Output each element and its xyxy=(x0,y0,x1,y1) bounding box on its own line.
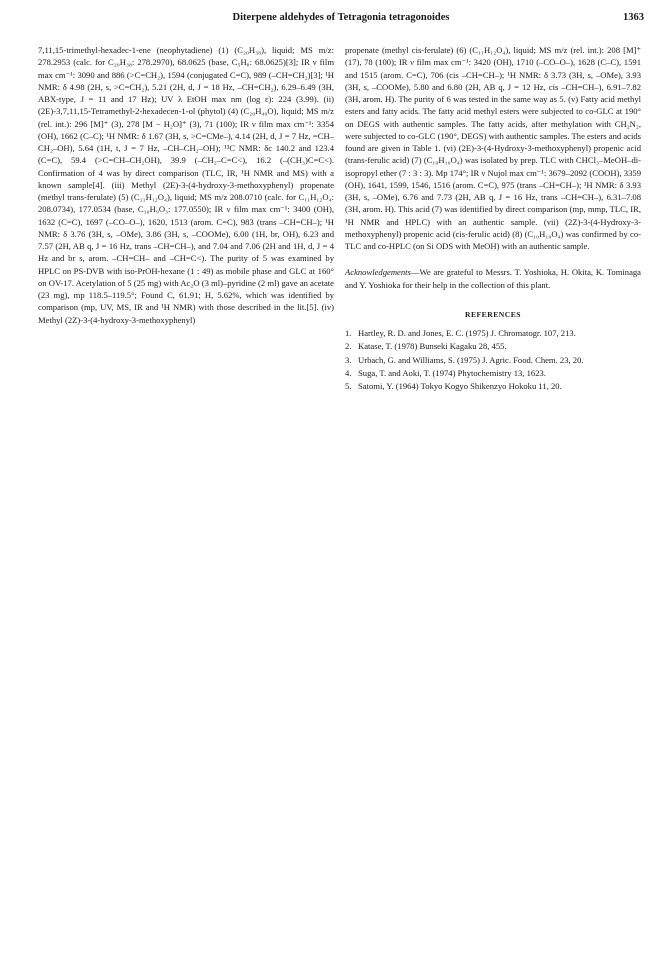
reference-number: 3. xyxy=(345,354,352,365)
acknowledgements-text: —We are grateful to Messrs. T. Yoshioka, H. Okita, K. Tominaga and Y. Yoshioka for their help in the collection of this plant. xyxy=(345,267,641,290)
running-title: Diterpene aldehydes of Tetragonia tetragonoides xyxy=(232,12,450,23)
reference-item xyxy=(345,340,641,352)
page-number: 1363 xyxy=(623,12,644,23)
reference-number: 2. xyxy=(345,341,352,352)
reference-item xyxy=(345,327,641,339)
reference-text: Hartley, R. D. and Jones, E. C. (1975) J. Chromatogr. 107, 213. xyxy=(358,328,576,338)
reference-text: Satomi, Y. (1964) Tokyo Kogyo Shikenzyo Hokoku 11, 20. xyxy=(358,381,562,391)
reference-item xyxy=(345,367,641,379)
reference-list xyxy=(345,327,641,392)
reference-item xyxy=(345,380,641,392)
acknowledgements-label: Acknowledgements xyxy=(345,267,411,278)
reference-text: Suga, T. and Aoki, T. (1974) Phytochemistry 13, 1623. xyxy=(358,367,546,378)
right-column xyxy=(345,44,641,393)
reference-item xyxy=(345,354,641,366)
acknowledgements xyxy=(345,266,641,291)
reference-number: 4. xyxy=(345,367,352,378)
running-header xyxy=(38,12,644,28)
references-heading: REFERENCES xyxy=(464,309,522,319)
reference-text: Katase, T. (1978) Bunseki Kagaku 28, 455. xyxy=(358,341,507,352)
experimental-text: 7,11,15-trimethyl-hexadec-1-ene (neophytadiene) (1) (C₂₀H₃₈), liquid; MS m/z: 278.2953 (calc. for C₂₀H₃₈: 278.2970), 68.0625 (base, C₅H₈: 68.0625)[3]; IR ν film max cm⁻¹: 3090 and 886 (>C=CH₂), 1594 (conjugated C=C), 989 (–CH=CH₂)[3]; ¹H NMR: δ 4.98 (2H, s, >C=CH₂), 5.21 (2H, d, J = 18 Hz, –CH=CH₂), 6.29–6.49 (3H, ABX-type, J = 11 and 17 Hz); UV λ EtOH max nm (log ε): 224 (3.99). (ii) (2E)-3,7,11,15-Tetramethyl-2-hexadecen-1-ol (phytol) (4) (C₂₀H₄₀O), liquid; MS m/z (rel. int.): 296 [M]⁺ (3), 278 [M − H₂O]⁺ (3), 71 (100); IR ν film max cm⁻¹: 3354 (OH), 1662 (C–C); ¹H NMR: δ 1.67 (3H, s, >C=CMe–), 4.14 (2H, d, J = 7 Hz, =CH–CH₂–OH), 5.64 (1H, t, J = 7 Hz, –CH–CH₂–OH); ¹³C NMR: δc 140.2 and 123.4 (C=C), 59.4 (>C=CH–CH₂OH), 39.9 (–CH₂–C=C<), 16.2 (–(CH₃)C=C<). Confirmation of 4 was by direct comparison (TLC, IR, ¹H NMR and MS) with a known sample[4]. (iii) Methyl (2E)-3-(4-hydroxy-3-methoxyphenyl) propenate (methyl trans-ferulate) (5) (C₁₁H₁₂O₄), liquid; MS m/z 208.0710 (calc. for C₁₁H₁₂O₄: 208.0734), 177.0534 (base, C₁₀H₉O₃: 177.0550); IR ν film max cm⁻¹: 3400 (OH), 1632 (C=C), 1697 (–CO–O–), 1620, 1513 (arom. C=C), 983 (trans –CH=CH–); ¹H NMR: δ 3.76 (3H, s, –OMe), 3.86 (3H, s, –COOMe), 6.00 (1H, br, OH), 6.23 and 7.57 (2H, AB q, J = 16 Hz, trans –CH=CH–), and 7.04 and 7.06 (2H and 1H, d, J = 4 Hz and br s, arom. –CH=CH– and –CH=C<). The purity of 5 was examined by HPLC on PS-DVB with iso-PrOH-hexane (1 : 49) as mobile phase and GLC at 160° on OV-17. Acetylation of 5 (25 mg) with Ac₂O (3 ml)–pyridine (2 ml) gave an acetate (23 mg), mp 118.5–119.5°; Found C, 61.91; H, 5.62%, which was identified by comparison (mp, UV, MS, IR and ¹H NMR) with those described in the lit.[5]. (iv) Methyl (2Z)-3-(4-hydroxy-3-methoxyphenyl) xyxy=(38,45,334,325)
reference-text: Urbach, G. and Williams, S. (1975) J. Agric. Food. Chem. 23, 20. xyxy=(358,354,584,365)
reference-number: 5. xyxy=(345,381,352,391)
reference-number: 1. xyxy=(345,328,352,338)
left-column xyxy=(38,44,334,326)
experimental-text-continued: propenate (methyl cis-ferulate) (6) (C₁₁H₁₂O₄), liquid; MS m/z (rel. int.): 208 [M]⁺ (17), 78 (100); IR ν film max cm⁻¹: 3420 (OH), 1710 (–CO–O–), 1628 (C–C), 1591 and 1515 (arom. C=C), 706 (cis –CH=CH–); ¹H NMR: δ 3.73 (3H, s, –OMe), 3.93 (3H, s, –COOMe), 5.80 and 6.80 (2H, AB q, J = 12 Hz, cis –CH=CH–), 6.91–7.82 (3H, arom. H). The purity of 6 was tested in the same way as 5. (v) Fatty acid methyl esters and fatty acids. The fatty acid methyl esters were subjected to co-GLC at 190° on DEGS with authentic samples. The fatty acids, after methylation with CH₂N₂, were subjected to co-GLC (190°, DEGS) with authentic samples. The esters and acids found are given in Table 1. (vi) (2E)-3-(4-Hydroxy-3-methoxyphenyl) propenic acid (trans-ferulic acid) (7) (C₁₀H₁₀O₄) was isolated by prep. TLC with CHCl₃–MeOH–di-isopropyl ether (7 : 3 : 3). Mp 174°; IR ν Nujol max cm⁻¹: 3679–2092 (COOH), 3359 (OH), 1641, 1599, 1546, 1516 (arom. C=C), 975 (trans –CH=CH–); ¹H NMR: δ 3.93 (3H, s, –OMe), 6.76 and 7.73 (2H, AB q, J = 16 Hz, trans –CH=CH–), 6.31–7.08 (3H, arom. H). This acid (7) was identified by direct comparison (mp, mmp, TLC, IR, ¹H NMR and HPLC) with an authentic sample. (vii) (2Z)-3-(4-Hydroxy-3-methoxyphenyl) propenic acid (cis-ferulic acid) (8) (C₁₀H₁₀O₄) was confirmed by co-TLC and co-HPLC (on Si ODS with MeOH) with an authentic sample. xyxy=(345,45,641,251)
